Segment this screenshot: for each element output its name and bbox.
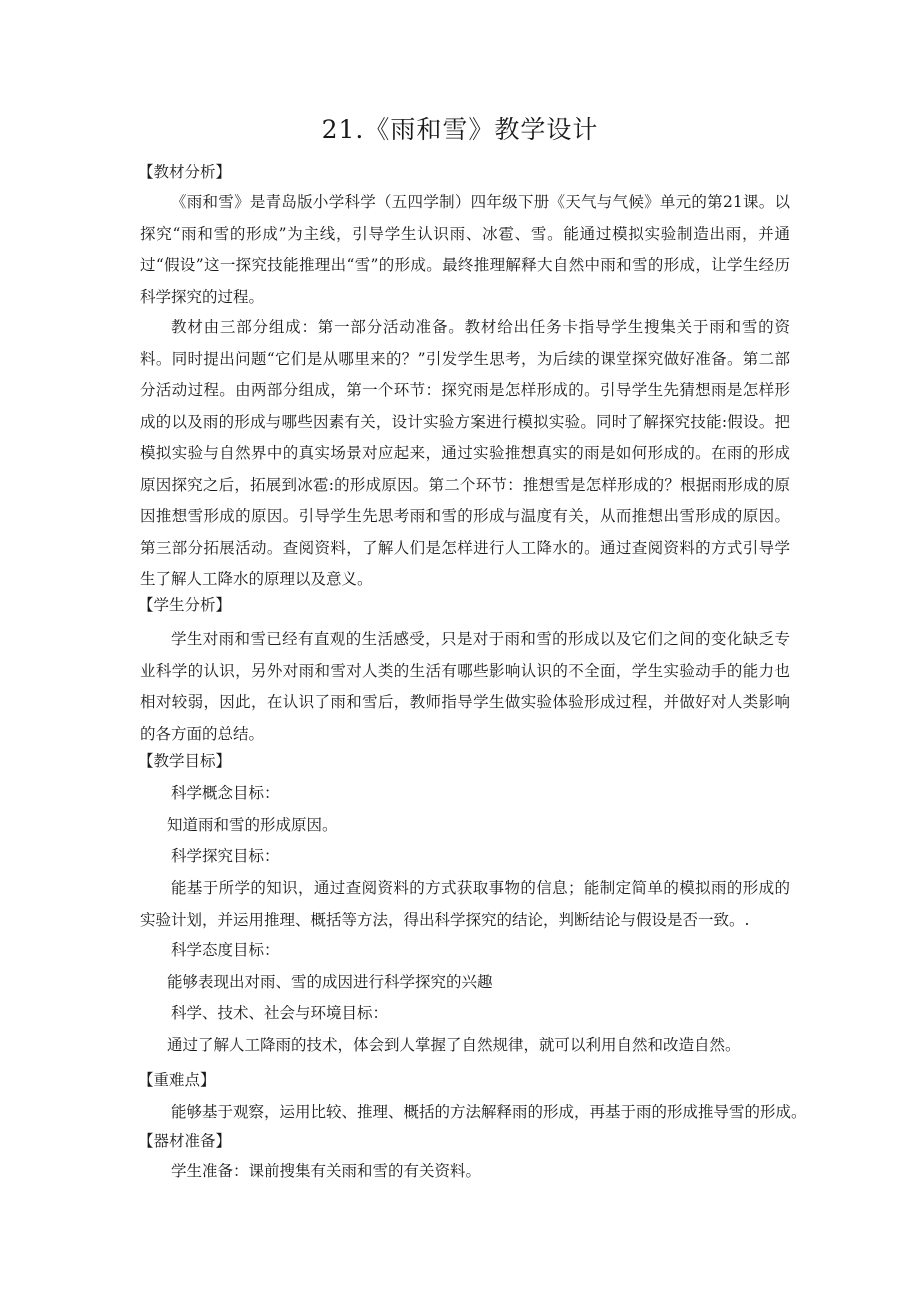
heading-student-analysis: 【学生分析】 — [138, 596, 232, 614]
heading-textbook-analysis: 【教材分析】 — [138, 163, 232, 181]
inquiry-goal-label: 科学探究目标： — [171, 847, 280, 865]
heading-materials: 【器材准备】 — [138, 1132, 232, 1150]
heading-teaching-goals: 【教学目标】 — [138, 752, 232, 770]
materials-text: 学生准备：课前搜集有关雨和雪的有关资料。 — [171, 1162, 482, 1180]
textbook-analysis-paragraph-2: 教材由三部分组成：第一部分活动准备。教材给出任务卡指导学生搜集关于雨和雪的资料。同时提出问题“它们是从哪里来的？”引发学生思考，为后续的课堂探究做好准备。第二部分活动过程。由两部分组成，第一个环节：探究雨是怎样形成的。引导学生先猜想雨是怎样形成的以及雨的形成与哪些因素有关，设计实验方案进行模拟实验。同时了解探究技能:假设。把模拟实验与自然界中的真实场景对应起来，通过实验推想真实的雨是如何形成的。在雨的形成原因探究之后，拓展到冰雹:的形成原因。第二个环节：推想雪是怎样形成的？根据雨形成的原因推想雪形成的原因。引导学生先思考雨和雪的形成与温度有关，从而推想出雪形成的原因。第三部分拓展活动。查阅资料，了解人们是怎样进行人工降水的。通过查阅资料的方式引导学生了解人工降水的原理以及意义。 — [140, 318, 790, 588]
stse-goal-label: 科学、技术、社会与环境目标： — [171, 1004, 389, 1022]
key-points-text: 能够基于观察，运用比较、推理、概括的方法解释雨的形成，再基于雨的形成推导雪的形成。 — [171, 1103, 807, 1121]
student-analysis-paragraph: 学生对雨和雪已经有直观的生活感受，只是对于雨和雪的形成以及它们之间的变化缺乏专业科学的认识，另外对雨和雪对人类的生活有哪些影响认识的不全面，学生实验动手的能力也相对较弱，因此，在认识了雨和雪后，教师指导学生做实验体验形成过程，并做好对人类影响的各方面的总结。 — [140, 630, 790, 743]
attitude-goal-label: 科学态度目标： — [171, 941, 280, 959]
textbook-analysis-paragraph-1: 《雨和雪》是青岛版小学科学（五四学制）四年级下册《天气与气候》单元的第21课。以探究“雨和雪的形成”为主线，引导学生认识雨、冰雹、雪。能通过模拟实验制造出雨，并通过“假设”这一探究技能推理出“雪”的形成。最终推理解释大自然中雨和雪的形成，让学生经历科学探究的过程。 — [140, 193, 790, 306]
document-title: 21.《雨和雪》教学设计 — [321, 115, 599, 144]
concept-goal-text: 知道雨和雪的形成原因。 — [167, 816, 338, 834]
attitude-goal-text: 能够表现出对雨、雪的成因进行科学探究的兴趣 — [167, 973, 493, 991]
stse-goal-text: 通过了解人工降雨的技术，体会到人掌握了自然规律，就可以利用自然和改造自然。 — [167, 1036, 741, 1054]
concept-goal-label: 科学概念目标： — [171, 784, 280, 802]
heading-key-points: 【重难点】 — [138, 1071, 216, 1089]
inquiry-goal-text: 能基于所学的知识，通过查阅资料的方式获取事物的信息；能制定简单的模拟雨的形成的实验计划，并运用推理、概括等方法，得出科学探究的结论，判断结论与假设是否一致。. — [140, 879, 790, 929]
